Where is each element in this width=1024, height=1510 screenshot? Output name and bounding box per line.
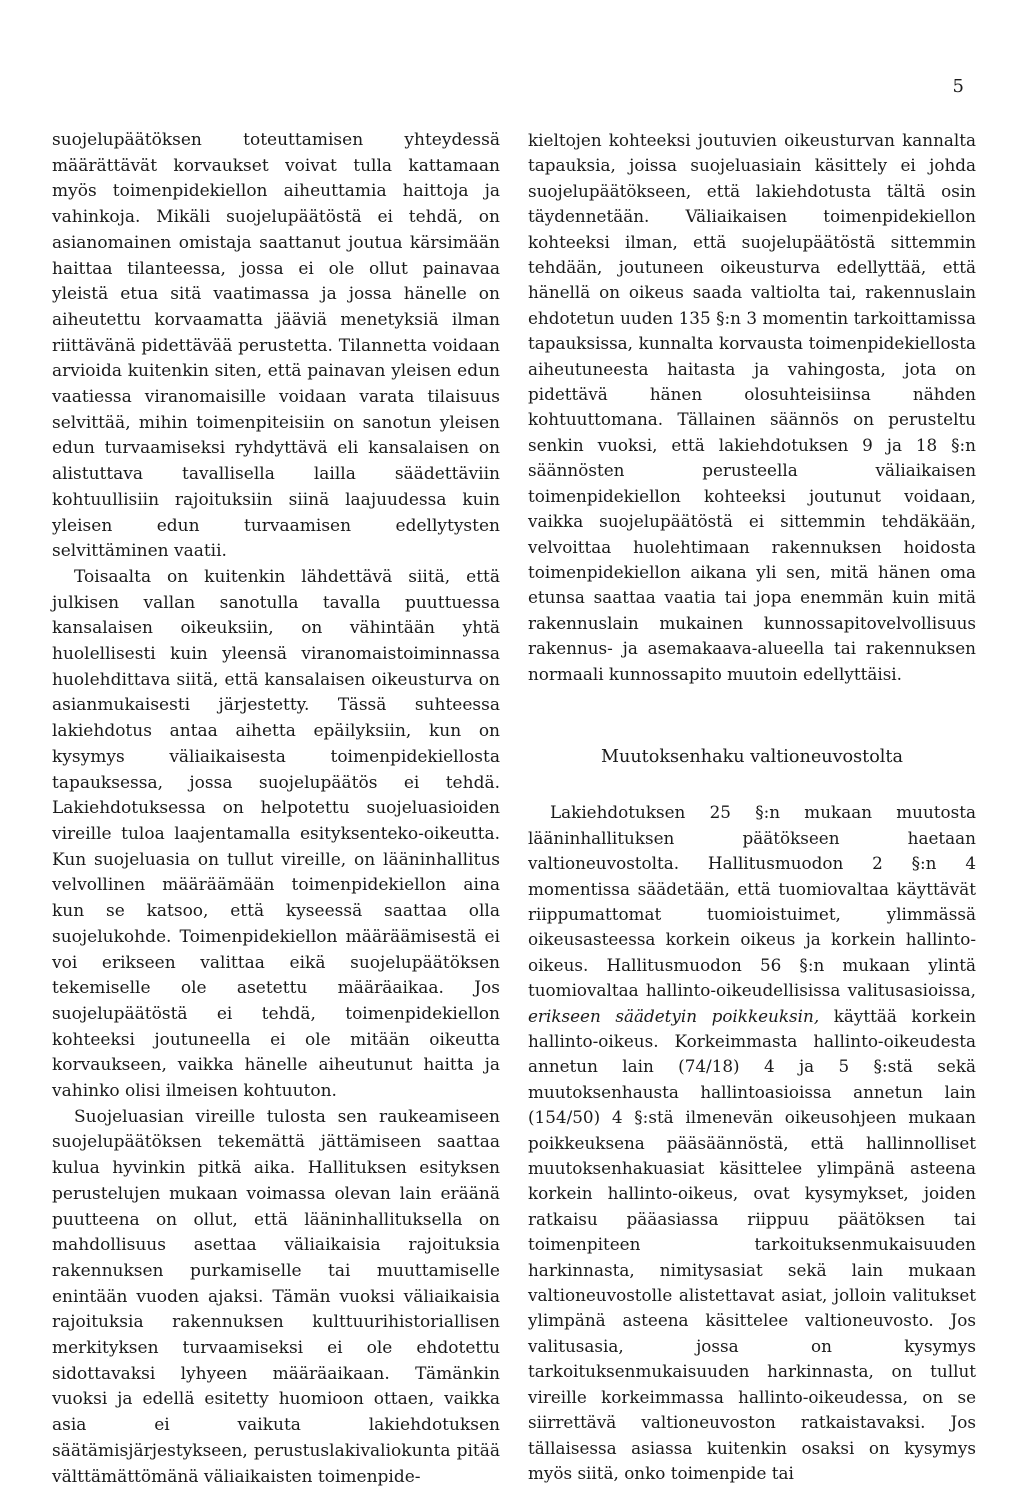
paragraph: Suojeluasian vireille tulosta sen raukeamiseen suojelupäätöksen tekemättä jättämiseen saattaa kulua hyvinkin pitkä aika. Hallituksen esityksen perustelujen mukaan voimassa olevan lain eräänä puutteena on ollut, että lääninhallituksella on mahdollisuus asettaa väliaikaisia rajoituksia rakennuksen purkamiselle tai muuttamiselle enintään vuoden ajaksi. Tämän vuoksi väliaikaisia rajoituksia rakennuksen kulttuurihistoriallisen merkityksen turvaamiseksi ei ole ehdotettu sidottavaksi lyhyeen määräaikaan. Tämänkin vuoksi ja edellä esitetty huomioon ottaen, vaikka asia ei vaikuta lakiehdotuksen säätämisjärjestykseen, perustuslakivaliokunta pitää välttämättömänä väliaikaisten toimenpide- — [52, 1106, 500, 1487]
left-column — [52, 128, 500, 1490]
right-column — [528, 128, 976, 1486]
paragraph: Toisaalta on kuitenkin lähdettävä siitä, että julkisen vallan sanotulla tavalla puuttuessa kansalaisen oikeuksiin, on vähintään yhtä huolellisesti kuin yleensä viranomaistoiminnassa huolehdittava siitä, että kansalaisen oikeusturva on asianmukaisesti järjestetty. Tässä suhteessa lakiehdotus antaa aihetta epäilyksiin, kun on kysymys väliaikaisesta toimenpidekiellosta tapauksessa, jossa suojelupäätös ei tehdä. Lakiehdotuksessa on helpotettu suojeluasioiden vireille tuloa laajentamalla esityksenteko-oikeutta. Kun suojeluasia on tullut vireille, on lääninhallitus velvollinen määräämään toimenpidekiellon aina kun se katsoo, että kyseessä saattaa olla suojelukohde. Toimenpidekiellon määräämisestä ei voi erikseen valittaa eikä suojelupäätöksen tekemiselle ole asetettu määräaikaa. Jos suojelupäätöstä ei tehdä, toimenpidekiellon kohteeksi joutuneella ei ole mitään oikeutta korvaukseen, vaikka hänelle aiheutunut haitta ja vahinko olisi ilmeisen kohtuuton. — [52, 566, 500, 1102]
page-number: 5 — [952, 76, 964, 97]
paragraph: kieltojen kohteeksi joutuvien oikeusturvan kannalta tapauksia, joissa suojeluasiain käsittely ei johda suojelupäätökseen, että lakiehdotusta tältä osin täydennetään. Väliaikaisen toimenpidekiellon kohteeksi ilman, että suojelupäätöstä sittemmin tehdään, joutuneen oikeusturva edellyttää, että hänellä on oikeus saada valtiolta tai, rakennuslain ehdotetun uuden 135 §:n 3 momentin tarkoittamissa tapauksissa, kunnalta korvausta toimenpidekiellosta aiheutuneesta haitasta ja vahingosta, jota on pidettävä hänen olosuhteisiinsa nähden kohtuuttomana. Tällainen säännös on perusteltu senkin vuoksi, että lakiehdotuksen 9 ja 18 §:n säännösten perusteella väliaikaisen toimenpidekiellon kohteeksi joutunut voidaan, vaikka suojelupäätöstä ei sittemmin tehdäkään, velvoittaa huolehtimaan rakennuksen hoidosta toimenpidekiellon aikana yli sen, mitä hänen oma etunsa saattaa vaatia tai jopa enemmän kuin mitä rakennuslain mukainen kunnossapitovelvollisuus rakennus- ja asemakaava-alueella tai rakennuksen normaali kunnossapito muutoin edellyttäisi. — [528, 130, 976, 684]
paragraph — [528, 800, 976, 1486]
paragraph: suojelupäätöksen toteuttamisen yhteydessä määrättävät korvaukset voivat tulla kattamaan myös toimenpidekiellon aiheuttamia haittoja ja vahinkoja. Mikäli suojelupäätöstä ei tehdä, on asianomainen omistaja saattanut joutua kärsimään haittaa tilanteessa, jossa ei ole ollut painavaa yleistä etua sitä vaatimassa ja jossa hänelle on aiheutettu korvaamatta jääviä menetyksiä ilman riittävänä pidettävää perustetta. Tilannetta voidaan arvioida kuitenkin siten, että painavan yleisen edun vaatiessa viranomaisille voidaan varata tilaisuus selvittää, mihin toimenpiteisiin on sanotun yleisen edun turvaamiseksi ryhdyttävä eli kansalaisen on alistuttava tavallisella lailla säädettäviin kohtuullisiin rajoituksiin siinä laajuudessa kuin yleisen edun turvaamisen edellytysten selvittäminen vaatii. — [52, 130, 500, 562]
section-heading: Muutoksenhaku valtioneuvostolta — [600, 746, 903, 767]
paragraph-text: Lakiehdotuksen 25 §:n mukaan muutosta lääninhallituksen päätökseen haetaan valtioneuvostolta. Hallitusmuodon 2 §:n 4 momentissa säädetään, että tuomiovaltaa käyttävät riippumattomat tuomioistuimet, ylimmässä oikeusasteessa korkein oikeus ja korkein hallinto-oikeus. Hallitusmuodon 56 §:n mukaan ylintä tuomiovaltaa hallinto-oikeudellisissa valitusasioissa, — [528, 802, 976, 1001]
italic-phrase: erikseen säädetyin poikkeuksin, — [528, 1005, 820, 1026]
paragraph-text: käyttää korkein hallinto-oikeus. Korkeimmasta hallinto-oikeudesta annetun lain (74/18) 4 ja 5 §:stä sekä muutoksenhausta hallintoasioissa annetun lain (154/50) 4 §:stä ilmenevän oikeusohjeen mukaan poikkeuksena pääsäännöstä, että hallinnolliset muutoksenhakuasiat käsittelee ylimpänä asteena korkein hallinto-oikeus, ovat kysymykset, joiden ratkaisu pääasiassa riippuu päätöksen tai toimenpiteen tarkoituksenmukaisuuden harkinnasta, nimitysasiat sekä lain mukaan valtioneuvostolle alistettavat asiat, jolloin valitukset ylimpänä asteena käsittelee valtioneuvosto. Jos valitusasia, jossa on kysymys tarkoituksenmukaisuuden harkinnasta, on tullut vireille korkeimmassa hallinto-oikeudessa, on se siirrettävä valtioneuvoston ratkaistavaksi. Jos tällaisessa asiassa kuitenkin osaksi on kysymys myös siitä, onko toimenpide tai — [528, 1005, 977, 1483]
